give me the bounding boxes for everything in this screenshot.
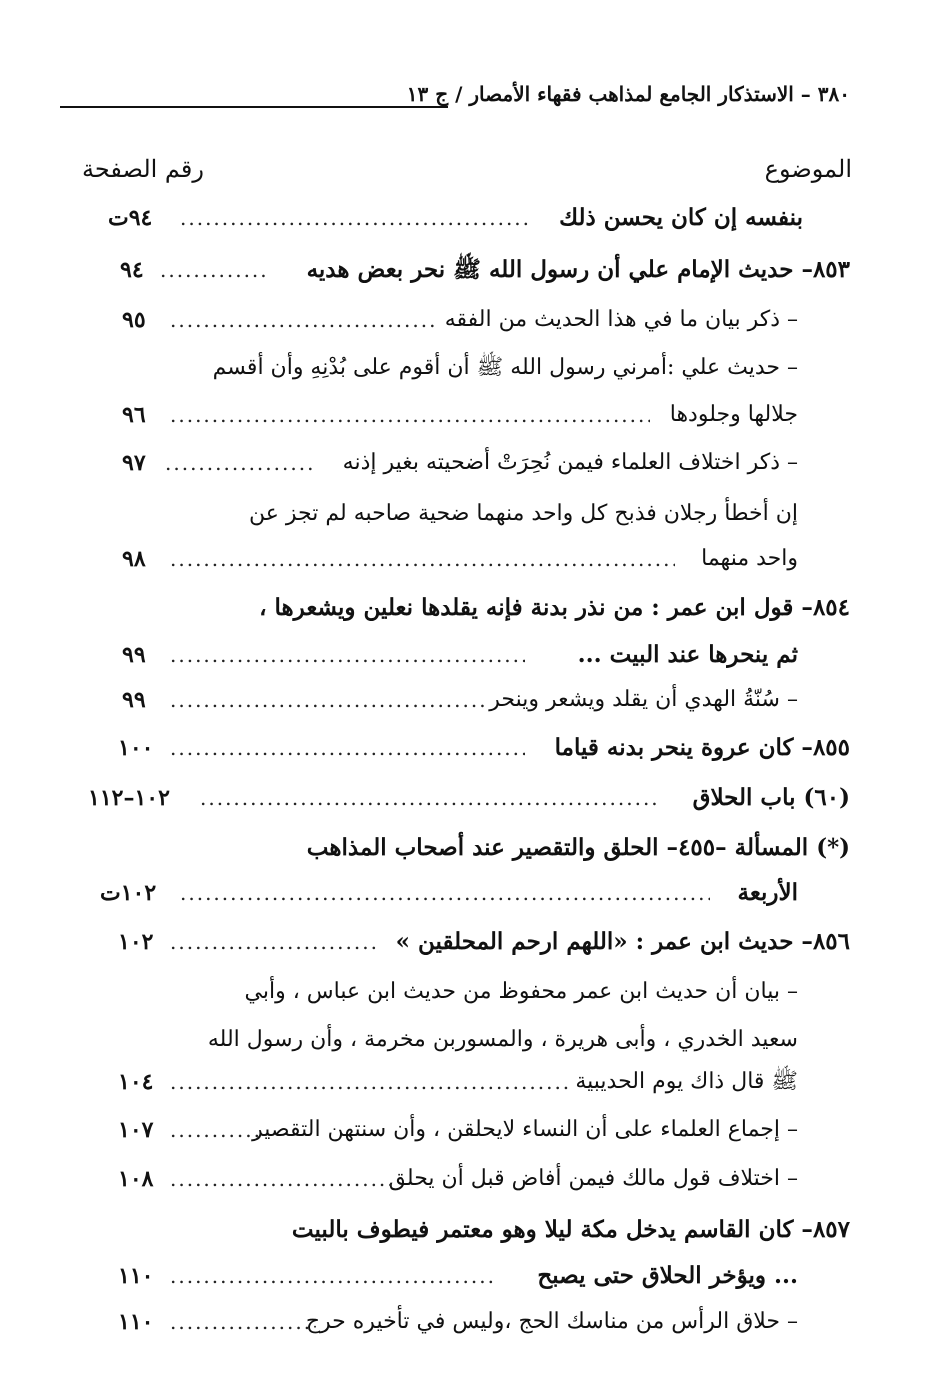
dot-leader xyxy=(170,1062,570,1102)
toc-entry-text: إن أخطأ رجلان فذبح كل واحد منهما ضحية صاحبه لم تجز عن xyxy=(249,501,798,526)
dot-leader xyxy=(170,1256,495,1296)
toc-entry-text: – بيان أن حديث ابن عمر محفوظ من حديث ابن عباس ، وأبي xyxy=(244,979,798,1004)
toc-entry-text: ... ويؤخر الحلاق حتى يصبح xyxy=(537,1262,798,1289)
toc-row xyxy=(0,922,948,962)
toc-page-number: ١٠٨ xyxy=(118,1166,154,1192)
toc-row xyxy=(0,198,948,238)
toc-entry-text: ثم ينحرها عند البيت ... xyxy=(577,641,798,668)
toc-row xyxy=(0,1062,948,1102)
toc-row xyxy=(0,1020,948,1060)
running-header xyxy=(60,82,850,122)
toc-row xyxy=(0,539,948,579)
toc-row xyxy=(0,828,948,868)
toc-row xyxy=(0,1302,948,1342)
dot-leader xyxy=(160,250,265,290)
toc-row xyxy=(0,778,948,818)
header-rule xyxy=(60,106,448,108)
toc-page-number: ٩٩ xyxy=(122,687,146,713)
dot-leader xyxy=(170,539,675,579)
toc-page-number: ١٠٢ xyxy=(118,929,154,955)
toc-row xyxy=(0,300,948,340)
column-heading-page-number: رقم الصفحة xyxy=(82,155,204,183)
toc-entry-text: جلالها وجلودها xyxy=(669,402,798,427)
toc-entry-text: ٨٥٥– كان عروة ينحر بدنه قياما xyxy=(554,734,850,761)
dot-leader xyxy=(170,922,380,962)
toc-row xyxy=(0,395,948,435)
toc-page-number: ٩٥ xyxy=(122,307,146,333)
running-header-title: ٣٨٠ – الاستذكار الجامع لمذاهب فقهاء الأمصار / ج ١٣ xyxy=(406,82,850,106)
toc-page-number: ٩٨ xyxy=(122,546,146,572)
toc-entry-text: ٨٥٧– كان القاسم يدخل مكة ليلا وهو معتمر فيطوف بالبيت xyxy=(291,1216,850,1243)
dot-leader xyxy=(180,873,710,913)
toc-row xyxy=(0,1210,948,1250)
toc-entry-text: بنفسه إن كان يحسن ذلك xyxy=(559,204,803,231)
toc-page-number: ٩٧ xyxy=(122,450,146,476)
toc-entry-text: (٦٠) باب الحلاق xyxy=(692,784,850,811)
dot-leader xyxy=(170,300,438,340)
toc-entry-text: الأربعة xyxy=(737,879,798,906)
toc-entry-text: ٨٥٣– حديث الإمام علي أن رسول الله ﷺ نحر بعض هديه xyxy=(306,256,850,283)
dot-leader xyxy=(170,395,650,435)
toc-row xyxy=(0,728,948,768)
toc-row xyxy=(0,494,948,534)
column-heading-topic: الموضوع xyxy=(764,155,852,183)
toc-entry-text: واحد منهما xyxy=(701,546,798,571)
toc-entry-text: ﷺ قال ذاك يوم الحديبية xyxy=(575,1069,798,1094)
toc-page-number: ٩٤ xyxy=(120,257,144,283)
dot-leader xyxy=(200,778,660,818)
toc-page-number: ١٠٠ xyxy=(118,735,154,761)
toc-row xyxy=(0,588,948,628)
dot-leader xyxy=(165,443,317,483)
toc-page-number: ١٠٢ت xyxy=(100,880,157,906)
toc-row xyxy=(0,1110,948,1150)
toc-entry-text: – حديث علي :أمرني رسول الله ﷺ أن أقوم على بُدْنِهِ وأن أقسم xyxy=(212,355,798,380)
toc-row xyxy=(0,250,948,290)
toc-page-number: ١٠٧ xyxy=(118,1117,154,1143)
toc-entry-text: – ذكر اختلاف العلماء فيمن نُحِرَتْ أضحيته بغير إذنه xyxy=(342,450,798,475)
dot-leader xyxy=(170,680,485,720)
toc-row xyxy=(0,443,948,483)
toc-page-number: ١٠٢–١١٢ xyxy=(88,785,170,811)
toc-entry-text: – ذكر بيان ما في هذا الحديث من الفقه xyxy=(444,307,798,332)
toc-page-number: ٩٩ xyxy=(122,642,146,668)
toc-page-number: ٩٦ xyxy=(122,402,146,428)
toc-page-number: ٩٤ت xyxy=(108,205,153,231)
dot-leader xyxy=(170,635,525,675)
toc-row xyxy=(0,680,948,720)
dot-leader xyxy=(170,1302,310,1342)
dot-leader xyxy=(170,1159,395,1199)
toc-entry-text: ٨٥٦– حديث ابن عمر : «اللهم ارحم المحلقين » xyxy=(395,928,850,955)
dot-leader xyxy=(180,198,530,238)
toc-entry-text: – اختلاف قول مالك فيمن أفاض قبل أن يحلق xyxy=(388,1166,798,1191)
toc-row xyxy=(0,873,948,913)
toc-row xyxy=(0,348,948,388)
toc-page-number: ١٠٤ xyxy=(118,1069,154,1095)
toc-entry-text: سعيد الخدري ، وأبى هريرة ، والمسوربن مخرمة ، وأن رسول الله xyxy=(207,1027,798,1052)
toc-row xyxy=(0,1159,948,1199)
toc-row xyxy=(0,1256,948,1296)
toc-page-number: ١١٠ xyxy=(118,1263,154,1289)
toc-entry-text: ٨٥٤– قول ابن عمر : من نذر بدنة فإنه يقلدها نعلين ويشعرها ، xyxy=(259,594,850,621)
dot-leader xyxy=(170,1110,260,1150)
toc-entry-text: – إجماع العلماء على أن النساء لايحلقن ، وأن سنتهن التقصير xyxy=(252,1117,798,1142)
toc-row xyxy=(0,635,948,675)
toc-entry-text: – سُنّةُ الهدي أن يقلد ويشعر وينحر xyxy=(489,687,798,712)
dot-leader xyxy=(170,728,525,768)
toc-row xyxy=(0,972,948,1012)
toc-entry-text: (*) المسألة –٤٥٥– الحلق والتقصير عند أصحاب المذاهب xyxy=(306,834,850,861)
toc-page-number: ١١٠ xyxy=(118,1309,154,1335)
toc-entry-text: – حلاق الرأس من مناسك الحج ،وليس في تأخيره حرج xyxy=(305,1309,798,1334)
